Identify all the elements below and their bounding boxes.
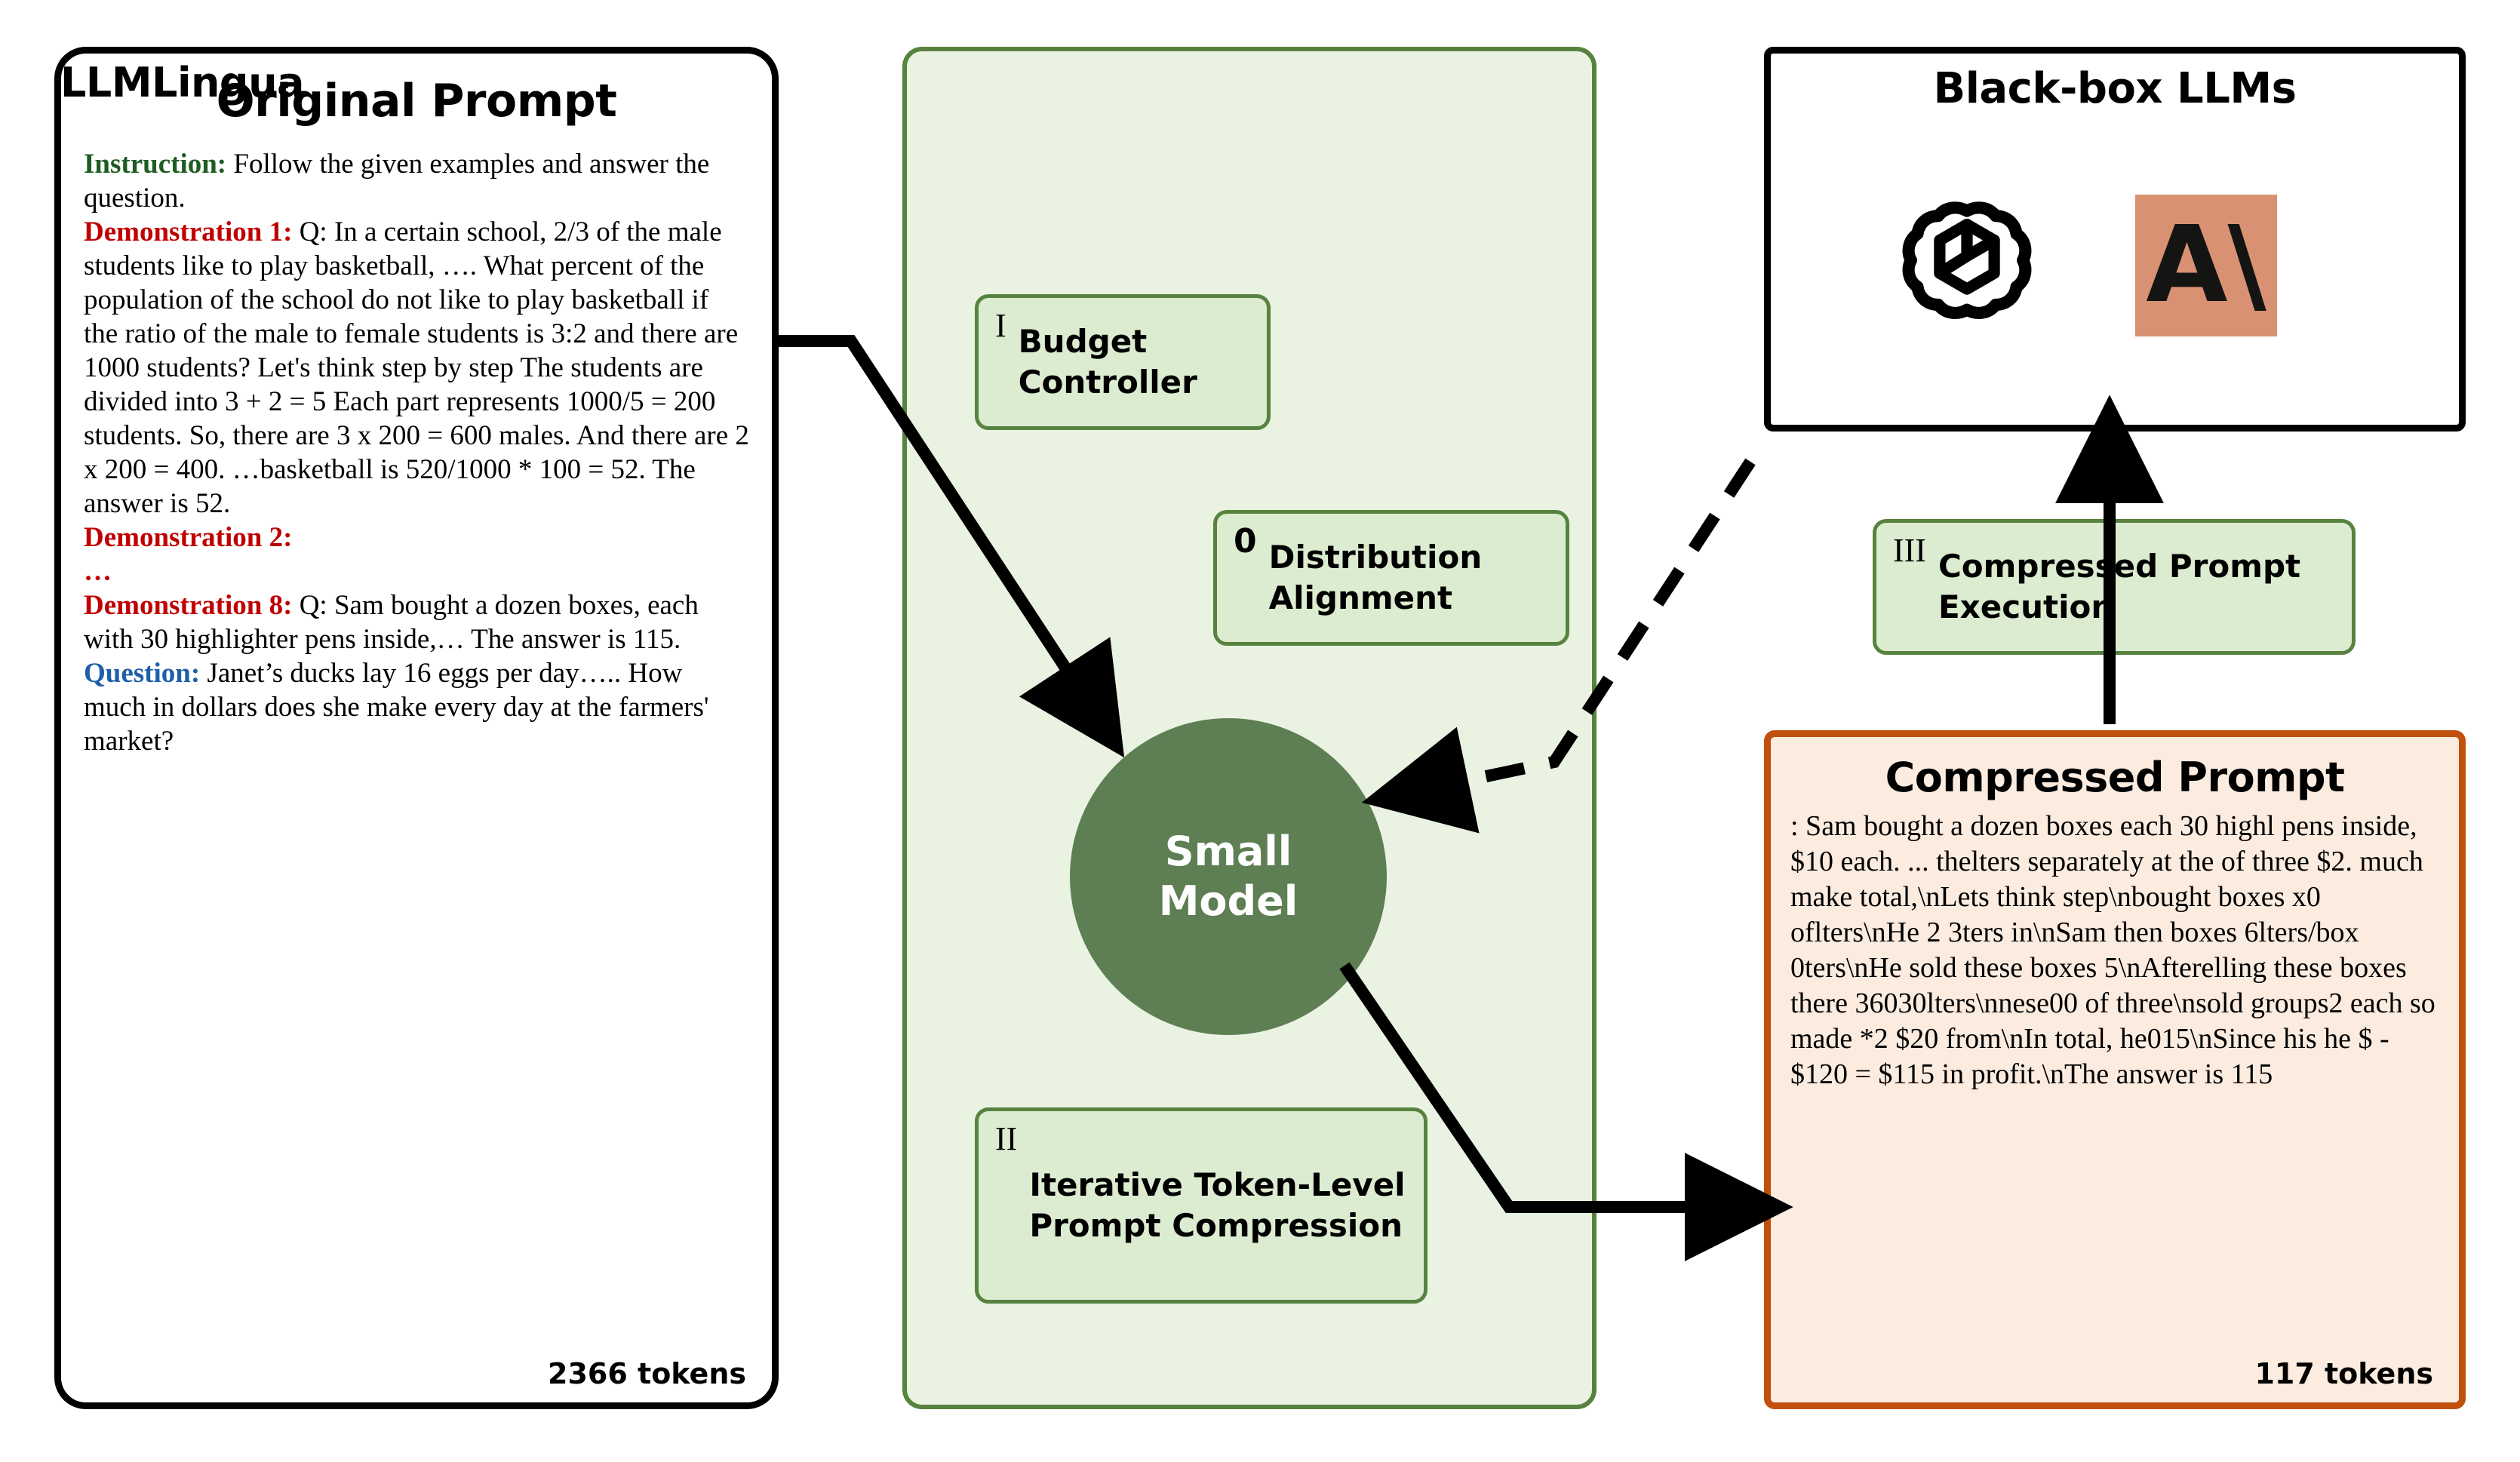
demonstration-8-label: Demonstration 8: [84, 590, 293, 621]
distribution-alignment-label: Distribution Alignment [1268, 539, 1483, 616]
small-model-label-line1: Small [1164, 828, 1292, 875]
instruction-label: Instruction: [84, 149, 227, 180]
compressed-prompt-body: : Sam bought a dozen boxes each 30 highl pens inside, $10 each. ... thelters separately at the of three $2. much make total,\nLets think step\nbought boxes x0 oflters\nHe 2 3ters in\nSam then boxes 6lters/box 0ters\nHe sold these boxes 5\nAfterelling these boxes there 36030lters\nnese00 of three\nsold groups2 each so made *2 $20 from\nIn total, he015\nSince his he $ - $120 = $115 in profit.\nThe answer is 115 [1790, 810, 2435, 1090]
compressed-prompt-panel [1764, 730, 2466, 1409]
demonstration-1-text: Q: In a certain school, 2/3 of the male students like to play basketball, …. What percent of the population of the school do not like to play basketball if the ratio of the male to female students is 3:2 and there are 1000 students? Let's think step by step The students are divided into 3 + 2 = 5 Each part represents 1000/5 = 200 students. So, there are 3 x 200 = 600 males. And there are 2 x 200 = 400. …basketball is 520/1000 * 100 = 52. The answer is 52. [84, 217, 749, 519]
distribution-alignment-module [1213, 510, 1569, 646]
instruction-text: Follow the given examples and answer the question. [84, 149, 710, 213]
distribution-alignment-number: 0 [1234, 522, 1257, 561]
iterative-compression-label: Iterative Token-Level Prompt Compression [1029, 1166, 1406, 1244]
black-box-llms-panel [1764, 47, 2466, 432]
demonstration-8-text: Q: Sam bought a dozen boxes, each with 30 highlighter pens inside,… The answer is 115. [84, 590, 699, 655]
anthropic-logo-label: A\ [2146, 204, 2266, 327]
compressed-prompt-token-count: 117 tokens [2254, 1357, 2433, 1390]
small-model-label-line2: Model [1158, 877, 1298, 925]
original-prompt-token-count: 2366 tokens [548, 1357, 746, 1390]
original-prompt-title: Original Prompt [216, 75, 617, 127]
demonstration-ellipsis: … [84, 556, 112, 587]
compressed-execution-number: III [1893, 532, 1926, 569]
iterative-token-level-compression-module [975, 1107, 1427, 1304]
question-text: Janet’s ducks lay 16 eggs per day….. How much in dollars does she make every day at the farmers' market? [84, 658, 709, 757]
anthropic-logo-icon [2135, 195, 2277, 336]
demonstration-2-label: Demonstration 2: [84, 522, 293, 553]
compressed-prompt-execution-module [1873, 519, 2356, 655]
question-label: Question: [84, 658, 201, 689]
compressed-prompt-title: Compressed Prompt [1885, 754, 2345, 801]
small-model-node [1070, 718, 1387, 1035]
black-box-llms-title: Black-box LLMs [1933, 64, 2297, 113]
iterative-compression-number: II [995, 1120, 1018, 1157]
original-prompt-body [84, 147, 749, 758]
compressed-execution-label: Compressed Prompt Execution [1938, 548, 2301, 625]
budget-controller-label: Budget Controller [1018, 323, 1197, 401]
demonstration-1-label: Demonstration 1: [84, 217, 293, 247]
llmlingua-title: LLMLingua [60, 59, 304, 106]
original-prompt-panel [54, 47, 779, 1409]
budget-controller-module [975, 294, 1271, 430]
budget-controller-number: I [995, 307, 1006, 344]
openai-logo-icon [1895, 190, 2039, 333]
